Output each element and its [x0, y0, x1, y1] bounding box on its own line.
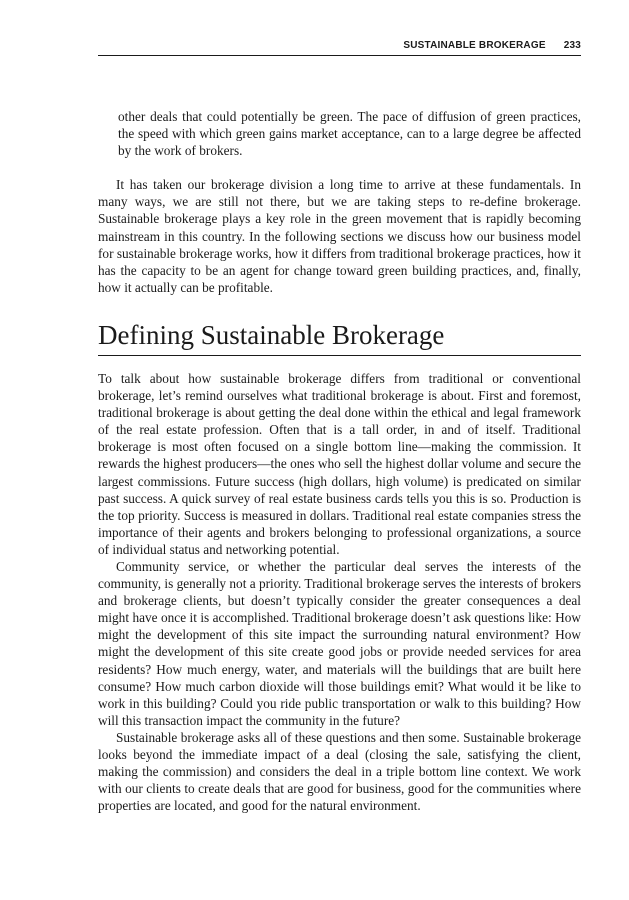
section-body	[98, 370, 581, 814]
page-number: 233	[563, 40, 581, 51]
section-heading: Defining Sustainable Brokerage	[98, 318, 581, 356]
section-paragraph-1: To talk about how sustainable brokerage differs from traditional or conventional brokerage, let’s remind ourselves what traditional brokerage is about. First and foremost, traditional brokerage is about getting the deal done within the ethical and legal framework of the real estate profession. Often that is a tall order, in and of itself. Traditional brokerage is most often focused on a single bottom line—making the commission. It rewards the highest producers—the ones who sell the highest dollar volume and secure the largest commissions. Future success (high dollars, high volume) is predicated on similar past success. A quick survey of real estate business cards tells you this is so. Production is the top priority. Success is measured in dollars. Traditional real estate companies stress the importance of their agents and brokers belonging to professional organizations, a source of individual status and networking potential.	[98, 370, 581, 557]
running-head-title: SUSTAINABLE BROKERAGE	[403, 40, 546, 51]
section-paragraph-3: Sustainable brokerage asks all of these questions and then some. Sustainable brokerage looks beyond the immediate impact of a deal (closing the sale, satisfying the client, making the commission) and considers the deal in a triple bottom line context. We work with our clients to create deals that are good for business, good for the communities where properties are located, and good for the natural environment.	[98, 729, 581, 814]
running-head	[98, 40, 581, 56]
intro-paragraph: It has taken our brokerage division a long time to arrive at these fundamentals. In many ways, we are still not there, but we are taking steps to re-define brokerage. Sustainable brokerage plays a key role in the green movement that is rapidly becoming mainstream in this country. In the following sections we discuss how our business model for sustainable brokerage works, how it differs from traditional brokerage practices, how it has the capacity to be an agent for change toward green building practices, and, finally, how it actually can be profitable.	[98, 177, 581, 295]
list-continuation	[118, 108, 581, 159]
intro-section	[98, 176, 581, 296]
section-paragraph-2: Community service, or whether the particular deal serves the interests of the community, is generally not a priority. Traditional brokerage serves the interests of brokers and brokerage clients, but doesn’t typically consider the greater consequences a deal might have once it is accomplished. Traditional brokerage doesn’t ask questions like: How might the development of this site impact the surrounding natural environment? How might the development of this site create good jobs or provide needed services for area residents? How much energy, water, and materials will the buildings that are built here consume? How much carbon dioxide will those buildings emit? What would it be like to work in this building? Could you ride public transportation or walk to this building? How will this transaction impact the community in the future?	[98, 558, 581, 728]
book-page	[98, 40, 581, 814]
continuation-paragraph: other deals that could potentially be green. The pace of diffusion of green practices, the speed with which green gains market acceptance, can to a large degree be affected by the work of brokers.	[118, 109, 581, 159]
